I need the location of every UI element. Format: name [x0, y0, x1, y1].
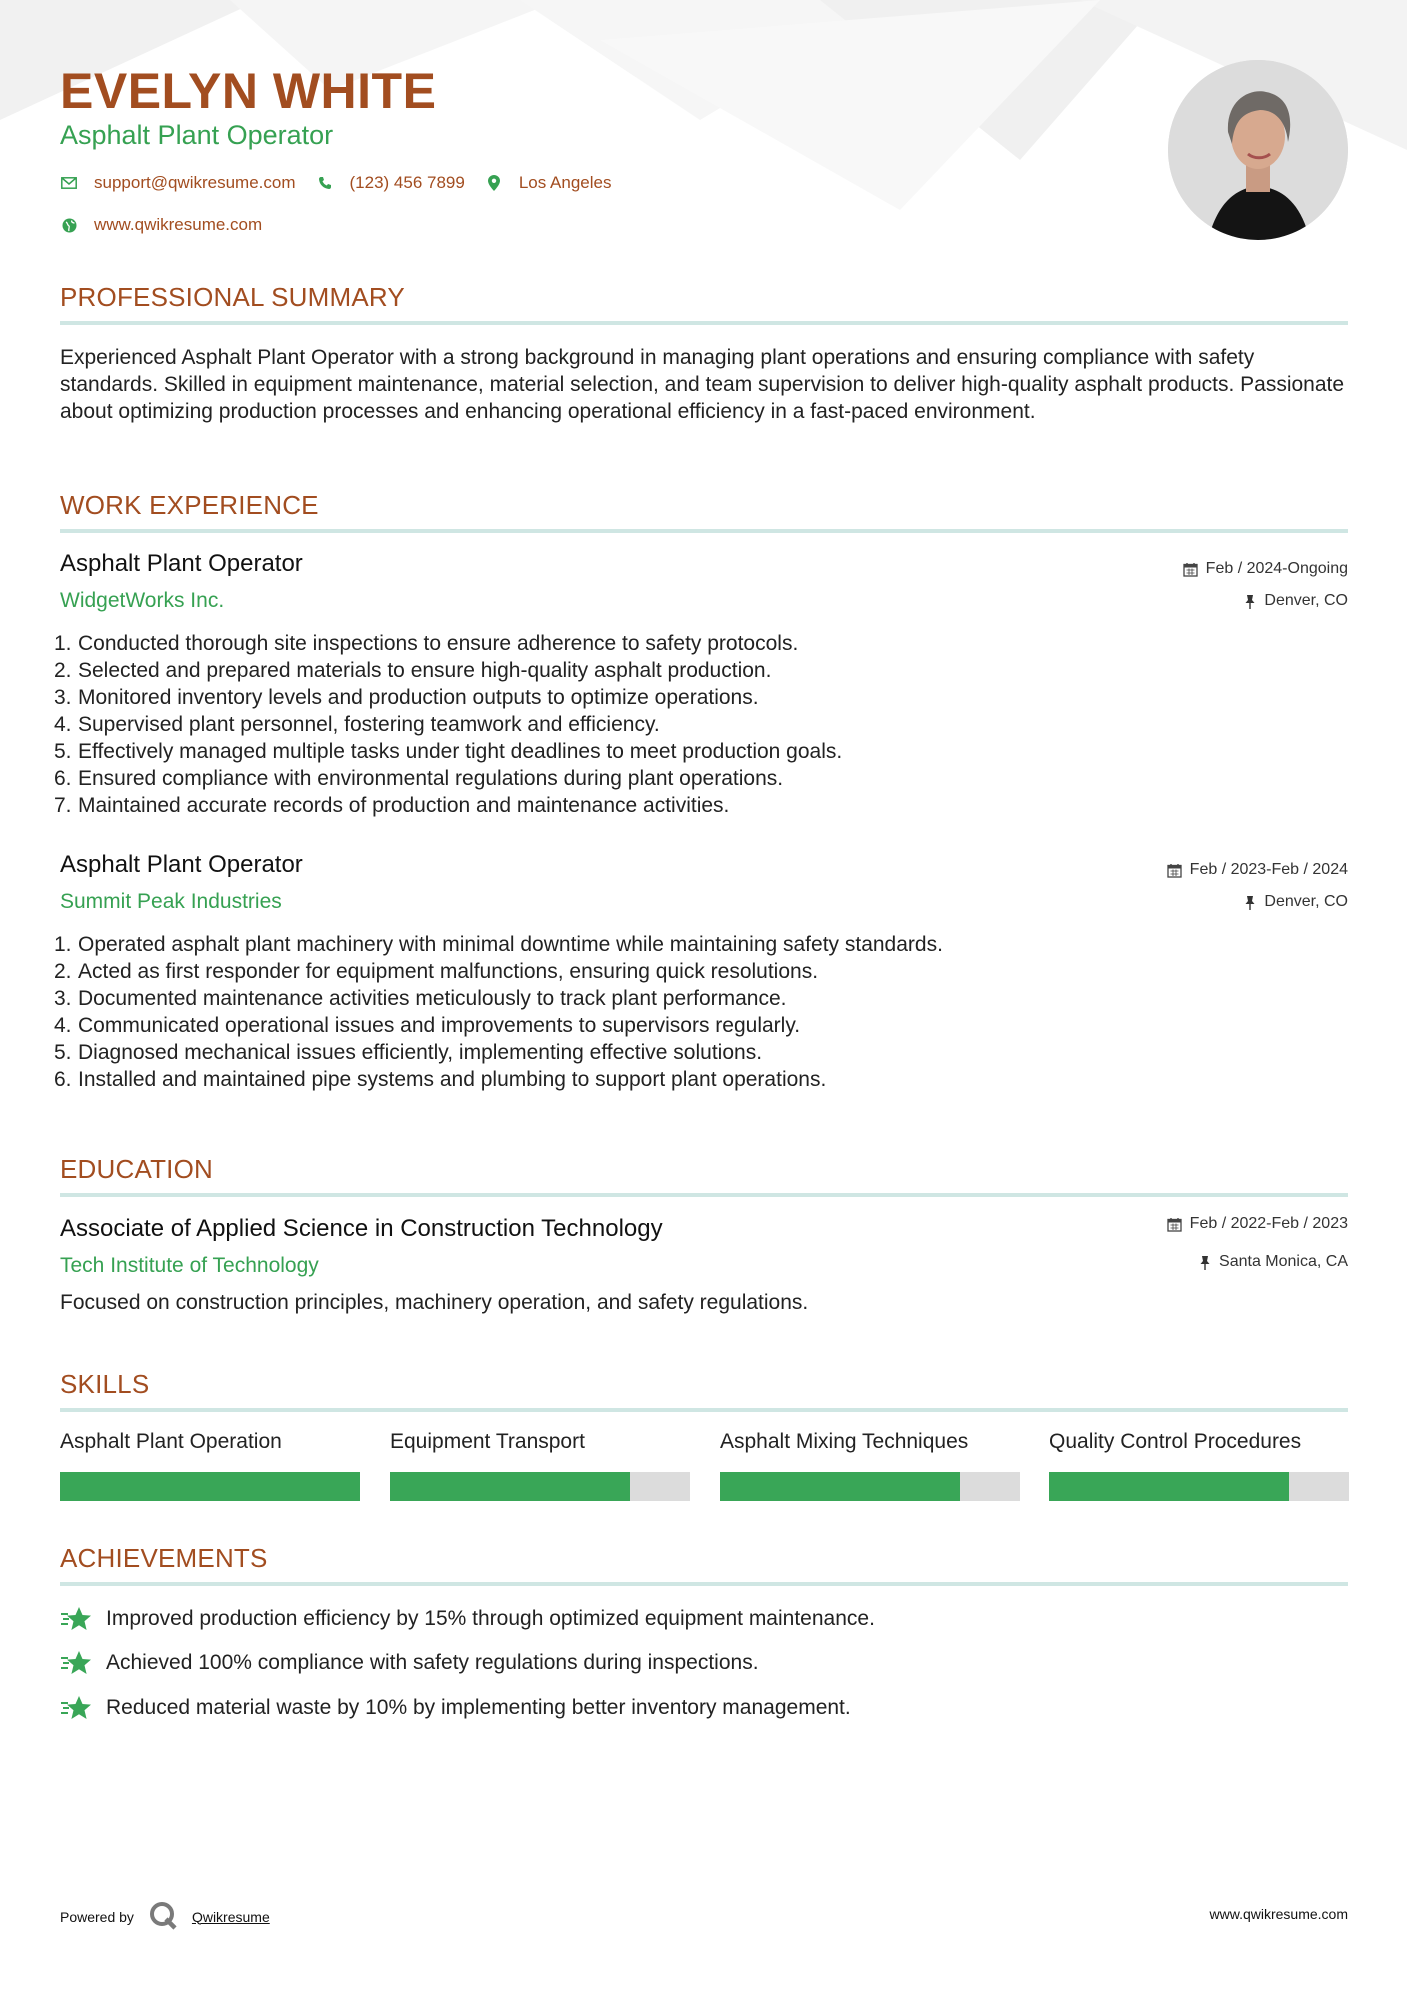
- section-divider: [60, 1193, 1348, 1197]
- job-bullet-item: [54, 711, 1340, 738]
- profile-photo: [1168, 60, 1348, 240]
- email-link[interactable]: support@qwikresume.com: [94, 173, 296, 192]
- skill-level-bar: [720, 1472, 1020, 1501]
- bullet-number: 4.: [54, 1014, 72, 1037]
- skill-name: Asphalt Plant Operation: [60, 1430, 282, 1453]
- job-location: [1244, 893, 1348, 911]
- bullet-text: Supervised plant personnel, fostering teamwork and efficiency.: [78, 713, 660, 736]
- skill-level-bar: [1049, 1472, 1349, 1501]
- skill-level-fill: [720, 1472, 960, 1501]
- qwikresume-link[interactable]: Qwikresume: [191, 1908, 270, 1925]
- bullet-number: 3.: [54, 987, 72, 1010]
- skill-item: [390, 1430, 690, 1501]
- bullet-number: 2.: [54, 960, 72, 983]
- bullet-number: 6.: [54, 767, 72, 790]
- job-bullet-item: [54, 1066, 1340, 1093]
- job-location-text: Denver, CO: [1264, 893, 1348, 910]
- footer-powered-by: [60, 1900, 270, 1933]
- star-icon: [60, 1649, 94, 1677]
- skill-level-fill: [390, 1472, 630, 1501]
- star-icon: [60, 1694, 94, 1722]
- candidate-name: EVELYN WHITE: [60, 63, 437, 119]
- location-text: Los Angeles: [518, 173, 612, 192]
- job-bullet-item: [54, 630, 1340, 657]
- bullet-text: Diagnosed mechanical issues efficiently, implementing effective solutions.: [78, 1041, 763, 1064]
- envelope-icon: [60, 174, 78, 192]
- job-bullet-item: [54, 958, 1340, 985]
- pin-icon: [1199, 1255, 1211, 1270]
- job-bullet-item: [54, 1039, 1340, 1066]
- summary-heading: PROFESSIONAL SUMMARY: [60, 282, 405, 312]
- phone-icon: [316, 174, 334, 192]
- achievement-text: Improved production efficiency by 15% through optimized equipment maintenance.: [106, 1607, 875, 1630]
- bullet-text: Ensured compliance with environmental regulations during plant operations.: [78, 767, 784, 790]
- bullet-text: Installed and maintained pipe systems and plumbing to support plant operations.: [78, 1068, 827, 1091]
- skill-name: Asphalt Mixing Techniques: [720, 1430, 969, 1453]
- phone-number: (123) 456 7899: [349, 173, 465, 192]
- calendar-icon: [1167, 1217, 1182, 1232]
- skill-level-fill: [1049, 1472, 1289, 1501]
- skill-item: [720, 1430, 1020, 1501]
- education-dates-text: Feb / 2022-Feb / 2023: [1189, 1215, 1348, 1232]
- job-title: Asphalt Plant Operator: [60, 851, 303, 878]
- bullet-number: 3.: [54, 686, 72, 709]
- job-bullet-item: [54, 985, 1340, 1012]
- bullet-number: 5.: [54, 1041, 72, 1064]
- footer-url[interactable]: www.qwikresume.com: [1209, 1906, 1348, 1922]
- bullet-number: 5.: [54, 740, 72, 763]
- skill-name: Equipment Transport: [390, 1430, 585, 1453]
- achievement-item: [60, 1694, 851, 1722]
- candidate-title: Asphalt Plant Operator: [60, 120, 334, 150]
- bullet-number: 1.: [54, 632, 72, 655]
- skill-item: [60, 1430, 360, 1501]
- achievement-text: Reduced material waste by 10% by implementing better inventory management.: [106, 1696, 851, 1719]
- degree-title: Associate of Applied Science in Construction Technology: [60, 1215, 663, 1242]
- bullet-text: Operated asphalt plant machinery with minimal downtime while maintaining safety standards.: [78, 933, 943, 956]
- achievements-heading: ACHIEVEMENTS: [60, 1543, 268, 1573]
- skill-level-bar: [60, 1472, 360, 1501]
- summary-text: Experienced Asphalt Plant Operator with a strong background in managing plant operations and ensuring compliance with safety standards. Skilled in equipment maintenance, material selection, and team supervision to deliver high-quality asphalt products. Passionate about optimizing production processes and enhancing operational efficiency in a fast-paced environment.: [60, 346, 1345, 423]
- powered-by-label: Powered by: [60, 1908, 134, 1925]
- job-dates: [1167, 861, 1348, 879]
- job-bullet-item: [54, 1012, 1340, 1039]
- map-pin-icon: [485, 174, 503, 192]
- job-bullet-list: [54, 630, 1340, 819]
- section-divider: [60, 529, 1348, 533]
- contact-row: [60, 173, 631, 193]
- job-title: Asphalt Plant Operator: [60, 550, 303, 577]
- job-bullet-item: [54, 765, 1340, 792]
- skill-level-bar: [390, 1472, 690, 1501]
- job-bullet-item: [54, 684, 1340, 711]
- job-bullet-item: [54, 792, 1340, 819]
- bullet-number: 1.: [54, 933, 72, 956]
- website-link[interactable]: www.qwikresume.com: [94, 215, 263, 234]
- bullet-number: 7.: [54, 794, 72, 817]
- skills-heading: SKILLS: [60, 1369, 150, 1399]
- calendar-icon: [1183, 562, 1198, 577]
- achievement-item: [60, 1605, 875, 1633]
- qwikresume-logo-icon: [148, 1900, 178, 1933]
- website-row: [60, 215, 282, 235]
- bullet-number: 2.: [54, 659, 72, 682]
- company-name: WidgetWorks Inc.: [60, 589, 225, 612]
- education-dates: [1167, 1215, 1348, 1233]
- education-description: Focused on construction principles, machinery operation, and safety regulations.: [60, 1291, 809, 1314]
- bullet-text: Conducted thorough site inspections to ensure adherence to safety protocols.: [78, 632, 799, 655]
- bullet-text: Documented maintenance activities meticulously to track plant performance.: [78, 987, 787, 1010]
- job-dates: [1183, 560, 1348, 578]
- section-divider: [60, 1582, 1348, 1586]
- bullet-text: Effectively managed multiple tasks under tight deadlines to meet production goals.: [78, 740, 843, 763]
- job-location: [1244, 592, 1348, 610]
- experience-heading: WORK EXPERIENCE: [60, 490, 319, 520]
- job-dates-text: Feb / 2023-Feb / 2024: [1189, 861, 1348, 878]
- star-icon: [60, 1605, 94, 1633]
- achievement-item: [60, 1649, 759, 1677]
- bullet-text: Communicated operational issues and improvements to supervisors regularly.: [78, 1014, 801, 1037]
- skill-level-fill: [60, 1472, 360, 1501]
- bullet-text: Selected and prepared materials to ensure high-quality asphalt production.: [78, 659, 772, 682]
- job-bullet-item: [54, 657, 1340, 684]
- pin-icon: [1244, 594, 1256, 609]
- skill-item: [1049, 1430, 1349, 1501]
- job-bullet-item: [54, 738, 1340, 765]
- education-location: [1199, 1253, 1348, 1271]
- education-location-text: Santa Monica, CA: [1219, 1253, 1348, 1270]
- bullet-text: Monitored inventory levels and production outputs to optimize operations.: [78, 686, 759, 709]
- education-heading: EDUCATION: [60, 1154, 213, 1184]
- job-bullet-list: [54, 931, 1340, 1093]
- pin-icon: [1244, 895, 1256, 910]
- bullet-text: Maintained accurate records of production and maintenance activities.: [78, 794, 730, 817]
- bullet-text: Acted as first responder for equipment malfunctions, ensuring quick resolutions.: [78, 960, 819, 983]
- globe-icon: [60, 216, 78, 234]
- job-dates-text: Feb / 2024-Ongoing: [1205, 560, 1348, 577]
- job-bullet-item: [54, 931, 1340, 958]
- achievement-text: Achieved 100% compliance with safety regulations during inspections.: [106, 1651, 759, 1674]
- company-name: Summit Peak Industries: [60, 890, 282, 913]
- bullet-number: 4.: [54, 713, 72, 736]
- job-location-text: Denver, CO: [1264, 592, 1348, 609]
- section-divider: [60, 321, 1348, 325]
- school-name: Tech Institute of Technology: [60, 1254, 319, 1277]
- calendar-icon: [1167, 863, 1182, 878]
- bullet-number: 6.: [54, 1068, 72, 1091]
- skill-name: Quality Control Procedures: [1049, 1430, 1302, 1453]
- section-divider: [60, 1408, 1348, 1412]
